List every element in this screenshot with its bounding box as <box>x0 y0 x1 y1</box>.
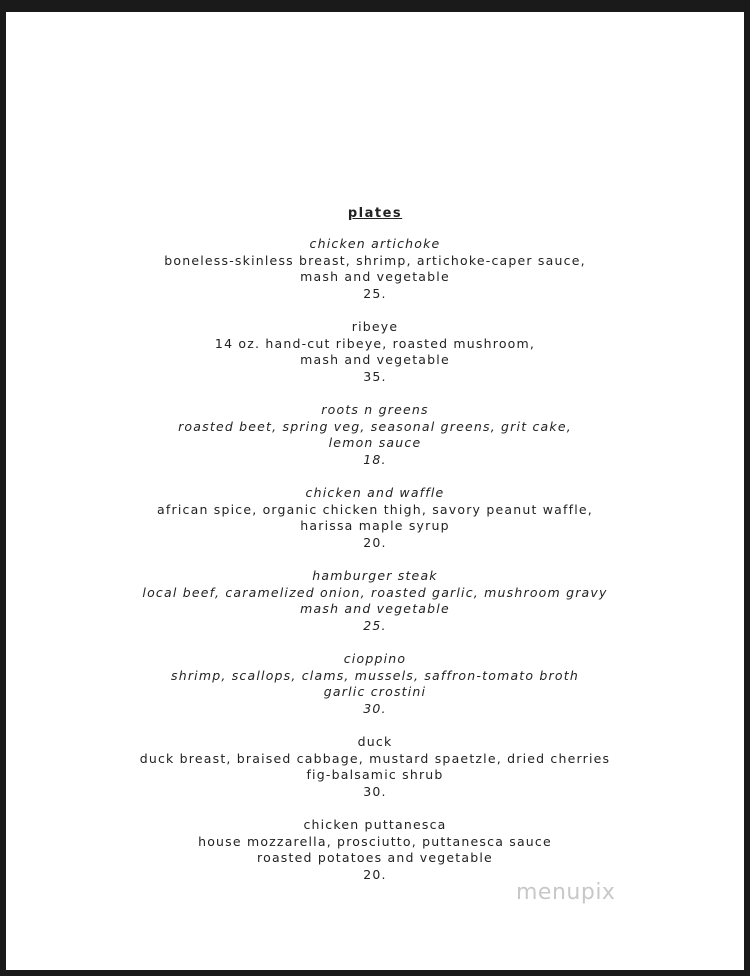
menu-section <box>6 206 744 900</box>
menu-item <box>6 568 744 634</box>
menu-item <box>6 734 744 800</box>
watermark-logo: menupix <box>516 880 616 905</box>
item-price: 20. <box>363 534 387 550</box>
item-name: chicken artichoke <box>309 236 441 251</box>
item-price: 35. <box>363 368 387 384</box>
item-name: cioppino <box>343 651 407 666</box>
section-title: plates <box>347 206 403 221</box>
menu-item <box>6 402 744 468</box>
item-description: house mozzarella, prosciutto, puttanesca sauce <box>198 833 552 849</box>
item-description: garlic crostini <box>323 684 427 699</box>
item-description: boneless-skinless breast, shrimp, artichoke-caper sauce, <box>164 252 586 268</box>
menu-item <box>6 319 744 385</box>
menu-page <box>6 12 744 970</box>
item-description: fig-balsamic shrub <box>306 767 444 782</box>
item-description: mash and vegetable <box>300 352 450 367</box>
item-price: 20. <box>363 866 387 882</box>
item-name: roots n greens <box>321 402 429 417</box>
menu-item <box>6 485 744 551</box>
item-description: lemon sauce <box>328 435 422 450</box>
item-description: african spice, organic chicken thigh, savory peanut waffle, <box>157 501 593 517</box>
menu-item <box>6 817 744 883</box>
item-description: mash and vegetable <box>300 601 450 616</box>
item-price: 25. <box>363 617 387 633</box>
item-price: 30. <box>363 783 387 799</box>
item-description: local beef, caramelized onion, roasted garlic, mushroom gravy <box>142 584 608 600</box>
item-description: duck breast, braised cabbage, mustard spaetzle, dried cherries <box>139 750 611 766</box>
item-name: chicken puttanesca <box>303 817 447 832</box>
menu-item <box>6 651 744 717</box>
item-description: harissa maple syrup <box>300 518 450 533</box>
item-name: hamburger steak <box>312 568 438 583</box>
item-description: roasted beet, spring veg, seasonal greens, grit cake, <box>178 418 572 434</box>
item-description: 14 oz. hand-cut ribeye, roasted mushroom, <box>214 335 536 351</box>
item-name: chicken and waffle <box>305 485 445 500</box>
item-price: 18. <box>363 451 387 467</box>
item-name: duck <box>357 734 393 749</box>
item-price: 30. <box>363 700 387 716</box>
item-description: mash and vegetable <box>300 269 450 284</box>
item-price: 25. <box>363 285 387 301</box>
menu-item <box>6 236 744 302</box>
item-description: shrimp, scallops, clams, mussels, saffron-tomato broth <box>171 667 579 683</box>
item-description: roasted potatoes and vegetable <box>257 850 493 865</box>
item-name: ribeye <box>351 319 399 334</box>
